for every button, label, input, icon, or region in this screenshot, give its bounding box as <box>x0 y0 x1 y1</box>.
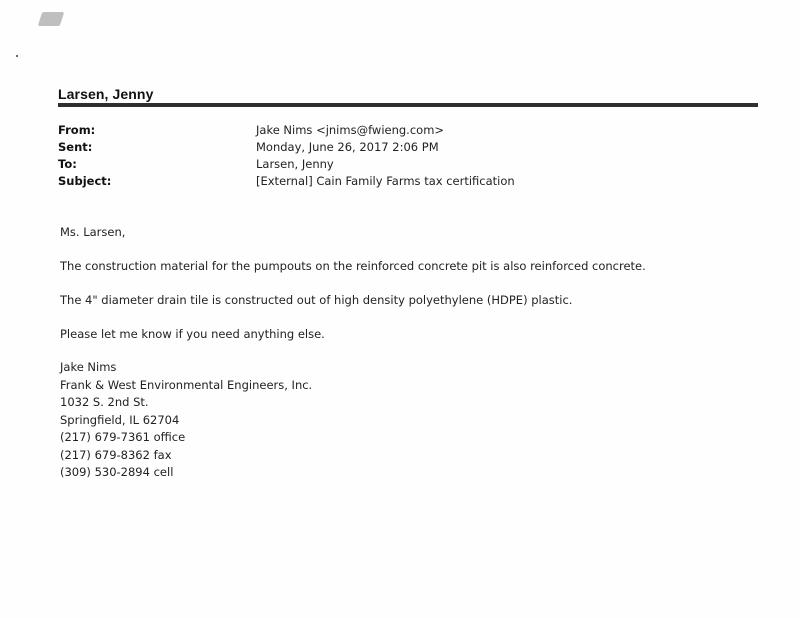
signature-fax: (217) 679-8362 fax <box>60 447 172 462</box>
email-header <box>58 122 758 190</box>
subject-value: [External] Cain Family Farms tax certification <box>256 174 515 188</box>
signature-office-phone: (217) 679-7361 office <box>60 430 186 444</box>
scan-artifact-mark <box>38 12 65 26</box>
scan-artifact-dot <box>16 55 18 57</box>
greeting: Ms. Larsen, <box>60 225 126 239</box>
body-paragraph-3: Please let me know if you need anything else. <box>60 327 325 341</box>
subject-label: Subject: <box>58 174 112 188</box>
to-value[interactable]: Larsen, Jenny <box>256 157 334 171</box>
body-paragraph-2: The 4" diameter drain tile is constructed out of high density polyethylene (HDPE) plastic. <box>60 293 573 307</box>
header-divider <box>58 103 758 107</box>
sent-row <box>58 139 758 156</box>
body-paragraph-1: The construction material for the pumpouts on the reinforced concrete pit is also reinforced concrete. <box>60 259 646 273</box>
subject-row <box>58 173 758 190</box>
signature-city: Springfield, IL 62704 <box>60 412 180 427</box>
sent-value: Monday, June 26, 2017 2:06 PM <box>256 140 439 154</box>
to-label: To: <box>58 157 77 171</box>
from-label: From: <box>58 123 96 137</box>
sent-label: Sent: <box>58 140 93 154</box>
to-row <box>58 156 758 173</box>
from-value[interactable]: Jake Nims <jnims@fwieng.com> <box>256 123 445 137</box>
mailbox-owner-name: Larsen, Jenny <box>58 86 154 102</box>
signature-company: Frank & West Environmental Engineers, Inc. <box>60 377 313 392</box>
from-row <box>58 122 758 139</box>
signature-street: 1032 S. 2nd St. <box>60 395 149 409</box>
signature-cell-phone: (309) 530-2894 cell <box>60 465 174 479</box>
signature-name: Jake Nims <box>60 360 117 374</box>
email-signature <box>60 359 312 482</box>
